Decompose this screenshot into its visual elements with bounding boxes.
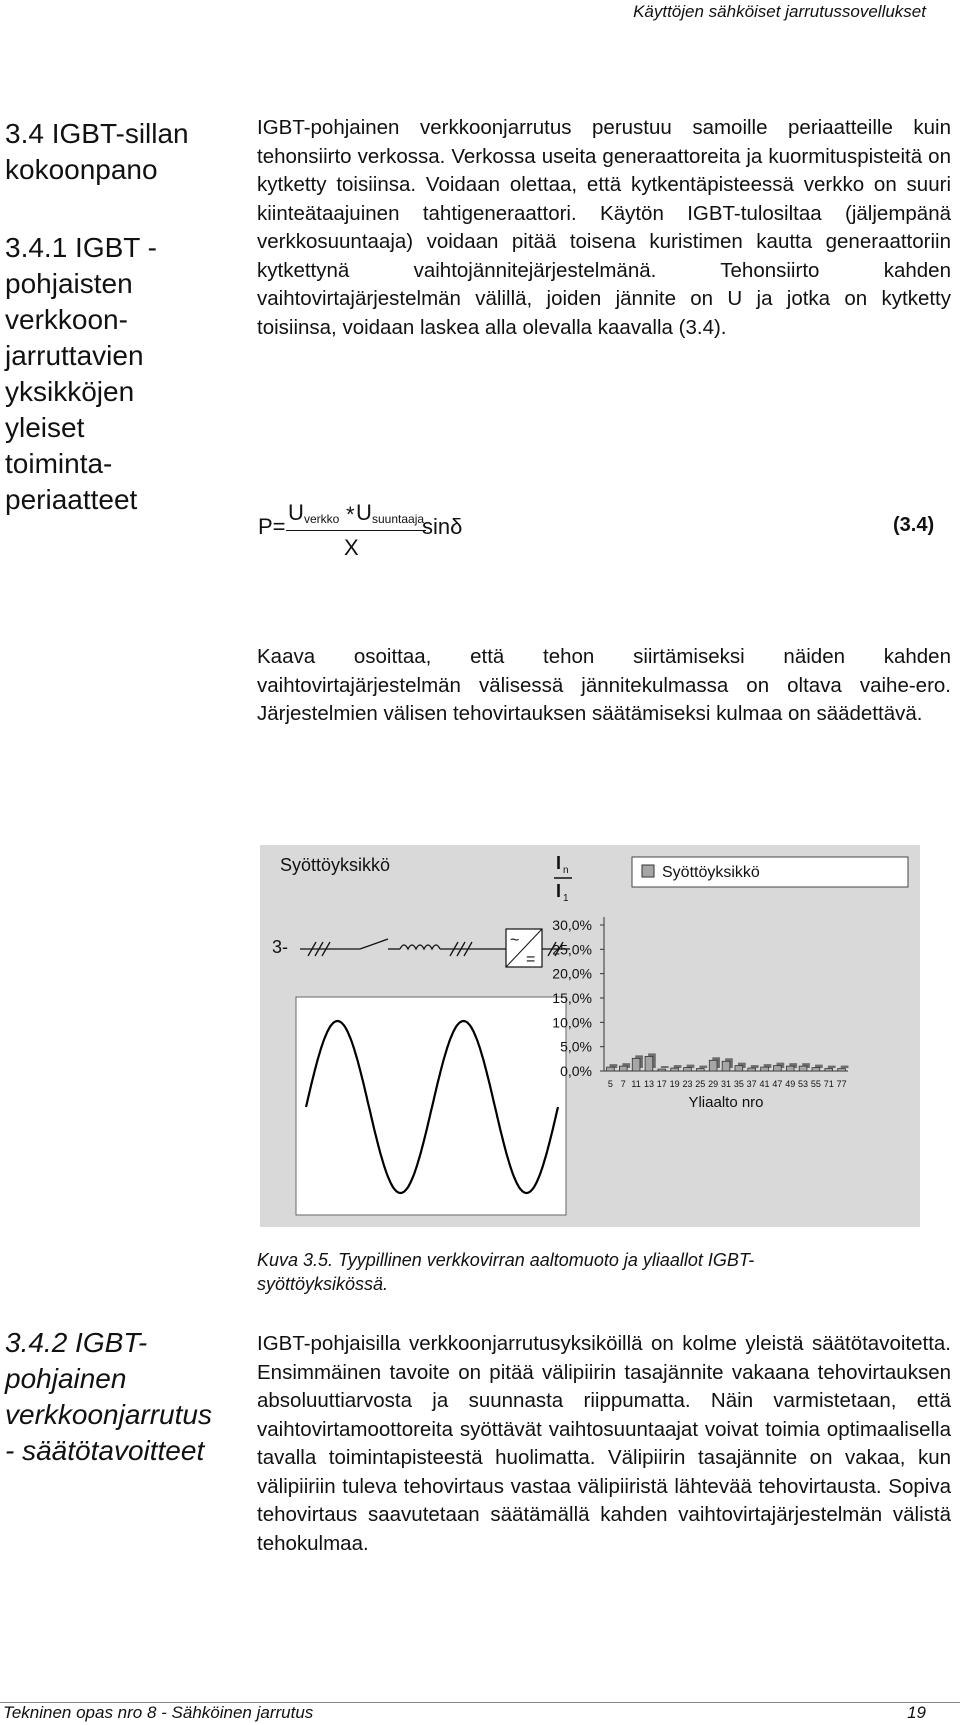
x-tick-label: 35 xyxy=(733,1079,744,1089)
section-heading-3-4-2 xyxy=(5,1325,212,1469)
x-tick-label: 19 xyxy=(669,1079,680,1089)
ratio-numerator-sub: n xyxy=(563,865,569,876)
converter-ac-glyph: ~ xyxy=(510,932,520,949)
bar xyxy=(735,1066,743,1071)
x-tick-label: 7 xyxy=(620,1079,626,1089)
x-tick-label: 13 xyxy=(643,1079,654,1089)
formula-star: * xyxy=(346,502,355,527)
bar xyxy=(696,1069,704,1071)
y-tick-label: 15,0% xyxy=(552,990,592,1006)
bar xyxy=(658,1069,666,1071)
formula-3-4 xyxy=(258,500,958,570)
legend-label: Syöttöyksikkö xyxy=(662,864,760,881)
section-heading-3-4-1-line-2: pohjaisten xyxy=(5,268,133,299)
bar xyxy=(786,1066,794,1071)
ratio-denominator: I xyxy=(556,881,562,901)
x-tick-label: 11 xyxy=(631,1079,641,1089)
section-heading-3-4-line2: kokoonpano xyxy=(5,154,158,185)
section-heading-3-4-1-line-8: periaatteet xyxy=(5,484,138,515)
formula-u2: U xyxy=(356,500,372,525)
bar-side xyxy=(661,1066,669,1068)
formula-u1: U xyxy=(288,500,304,525)
ratio-denominator-sub: 1 xyxy=(563,893,569,904)
section-heading-3-4-1-line-4: jarruttavien xyxy=(5,340,144,371)
footer-title: Tekninen opas nro 8 - Sähköinen jarrutus xyxy=(3,1703,314,1722)
paragraph-control-targets-text: IGBT-pohjaisilla verkkoonjarrutusyksiköillä on kolme yleistä säätötavoitetta. Ensimmäinen tavoite on pitää välipiirin tasajännite vakaana tehovirtauksen absoluuttiarvosta ja suunnasta riippumatta. Näin varmistetaan, että vaihtovirtamoottoreita syöttävät vaihtosuuntaajat voivat toimia optimaalisella tavalla toimintapisteestä huolimatta. Välipiirin tasajännite on vakaa, kun välipiiriin tuleva tehovirtaus vastaa välipiiristä lähtevää tehovirtausta. Sopiva tehovirtaus saavutetaan säätämällä kahden vaihtovirtajärjestelmän välistä tehokulmaa. xyxy=(257,1332,951,1555)
section-heading-3-4-1 xyxy=(5,230,157,518)
bar xyxy=(812,1068,820,1071)
ratio-numerator: I xyxy=(556,853,562,873)
section-heading-3-4-2-line-2: pohjainen xyxy=(5,1363,127,1394)
page-number: 19 xyxy=(907,1703,926,1722)
bar-side xyxy=(699,1066,707,1068)
x-tick-label: 25 xyxy=(695,1079,706,1089)
figure-harmonics xyxy=(260,845,920,1227)
bar xyxy=(671,1068,679,1071)
bar xyxy=(645,1056,653,1071)
y-tick-label: 25,0% xyxy=(552,941,592,958)
y-tick-label: 20,0% xyxy=(552,965,592,982)
bar xyxy=(632,1058,640,1071)
x-tick-label: 71 xyxy=(823,1079,834,1089)
x-tick-label: 55 xyxy=(810,1079,821,1089)
x-tick-label: 41 xyxy=(759,1079,770,1089)
x-tick-label: 77 xyxy=(836,1079,847,1089)
y-tick-label: 10,0% xyxy=(552,1014,592,1031)
section-heading-3-4-1-line-3: verkkoon- xyxy=(5,304,128,335)
y-tick-label: 0,0% xyxy=(560,1063,592,1079)
bar xyxy=(748,1068,756,1071)
bar-side xyxy=(841,1066,849,1068)
paragraph-intro-text: IGBT-pohjainen verkkoonjarrutus perustuu samoille periaatteille kuin tehonsiirto verkossa. Verkossa useita generaattoreita ja kuormituspisteitä on kytketty toisiinsa. Voidaan olettaa, että kytkentäpisteessä verkko on suuri kiinteätaajuinen tahtigeneraattori. Käytön IGBT-tulosiltaa (jäljempänä verkkosuuntaaja) voidaan pitää toisena kuristimen kautta generaattoriin kytkettynä vaihtojännitejärjestelmänä. Tehonsiirto kahden vaihtovirtajärjestelmän välillä, joiden jännite on U ja jotka on kytketty toisiinsa, voidaan laskea alla olevalla kaavalla (3.4). xyxy=(257,116,951,339)
bar xyxy=(825,1069,833,1071)
paragraph-formula-explanation-text: Kaava osoittaa, että tehon siirtämiseksi näiden kahden vaihtovirtajärjestelmän välisessä jännitekulmassa on oltava vaihe-ero. Järjestelmien välisen tehovirtauksen säätämiseksi kulmaa on säädettävä. xyxy=(257,645,951,725)
x-axis-label: Yliaalto nro xyxy=(688,1094,764,1111)
figure-caption: Kuva 3.5. Tyypillinen verkkovirran aaltomuoto ja yliaallot IGBT-syöttöyksikössä. xyxy=(257,1250,755,1294)
x-tick-label: 5 xyxy=(607,1079,613,1089)
section-heading-3-4-1-line-1: 3.4.1 IGBT - xyxy=(5,232,157,263)
bar xyxy=(774,1066,782,1071)
formula-p: P= xyxy=(258,514,286,539)
section-heading-3-4-line1: 3.4 IGBT-sillan xyxy=(5,118,189,149)
running-header: Käyttöjen sähköiset jarrutussovellukset xyxy=(633,2,926,21)
section-heading-3-4-2-line-4: - säätötavoitteet xyxy=(5,1435,205,1466)
three-phase-label: 3- xyxy=(272,937,289,957)
paragraph-formula-explanation xyxy=(257,643,951,729)
x-tick-label: 49 xyxy=(785,1079,796,1089)
section-heading-3-4-2-line-3: verkkoonjarrutus xyxy=(5,1399,212,1430)
formula-denominator: X xyxy=(344,535,359,560)
section-heading-3-4 xyxy=(5,116,189,188)
waveform-box xyxy=(296,997,566,1215)
fraction-bar xyxy=(286,530,426,531)
supply-unit-label: Syöttöyksikkö xyxy=(280,855,391,875)
bar xyxy=(799,1066,807,1071)
section-heading-3-4-1-line-6: yleiset xyxy=(5,412,85,443)
section-heading-3-4-1-line-5: yksikköjen xyxy=(5,376,135,407)
bar xyxy=(838,1069,846,1071)
y-tick-label: 5,0% xyxy=(560,1038,592,1055)
x-tick-label: 53 xyxy=(798,1079,809,1089)
bar-side xyxy=(751,1065,759,1068)
x-tick-label: 23 xyxy=(682,1079,693,1089)
section-heading-3-4-2-line-1: 3.4.2 IGBT- xyxy=(5,1327,148,1358)
formula-number: (3.4) xyxy=(893,514,935,536)
converter-dc-glyph: = xyxy=(526,951,536,968)
bar xyxy=(761,1067,769,1071)
formula-sub-suuntaaja: suuntaaja xyxy=(372,512,425,526)
bar-side xyxy=(674,1065,682,1068)
paragraph-control-targets xyxy=(257,1330,951,1558)
bar xyxy=(684,1068,692,1071)
paragraph-intro xyxy=(257,114,951,342)
x-tick-label: 31 xyxy=(720,1079,732,1089)
section-heading-3-4-1-line-7: toiminta- xyxy=(5,448,113,479)
y-tick-label: 30,0% xyxy=(552,917,592,933)
x-tick-label: 17 xyxy=(656,1079,667,1089)
formula-sub-verkko: verkko xyxy=(304,512,340,526)
bar xyxy=(607,1067,615,1071)
x-tick-label: 29 xyxy=(708,1079,719,1089)
x-tick-label: 47 xyxy=(772,1079,783,1089)
bar xyxy=(722,1061,730,1071)
bar-side xyxy=(828,1066,836,1068)
bar xyxy=(619,1066,627,1071)
x-tick-label: 37 xyxy=(746,1079,757,1089)
bar xyxy=(709,1060,717,1071)
formula-sin: sinδ xyxy=(422,514,463,539)
legend-swatch xyxy=(642,865,654,877)
